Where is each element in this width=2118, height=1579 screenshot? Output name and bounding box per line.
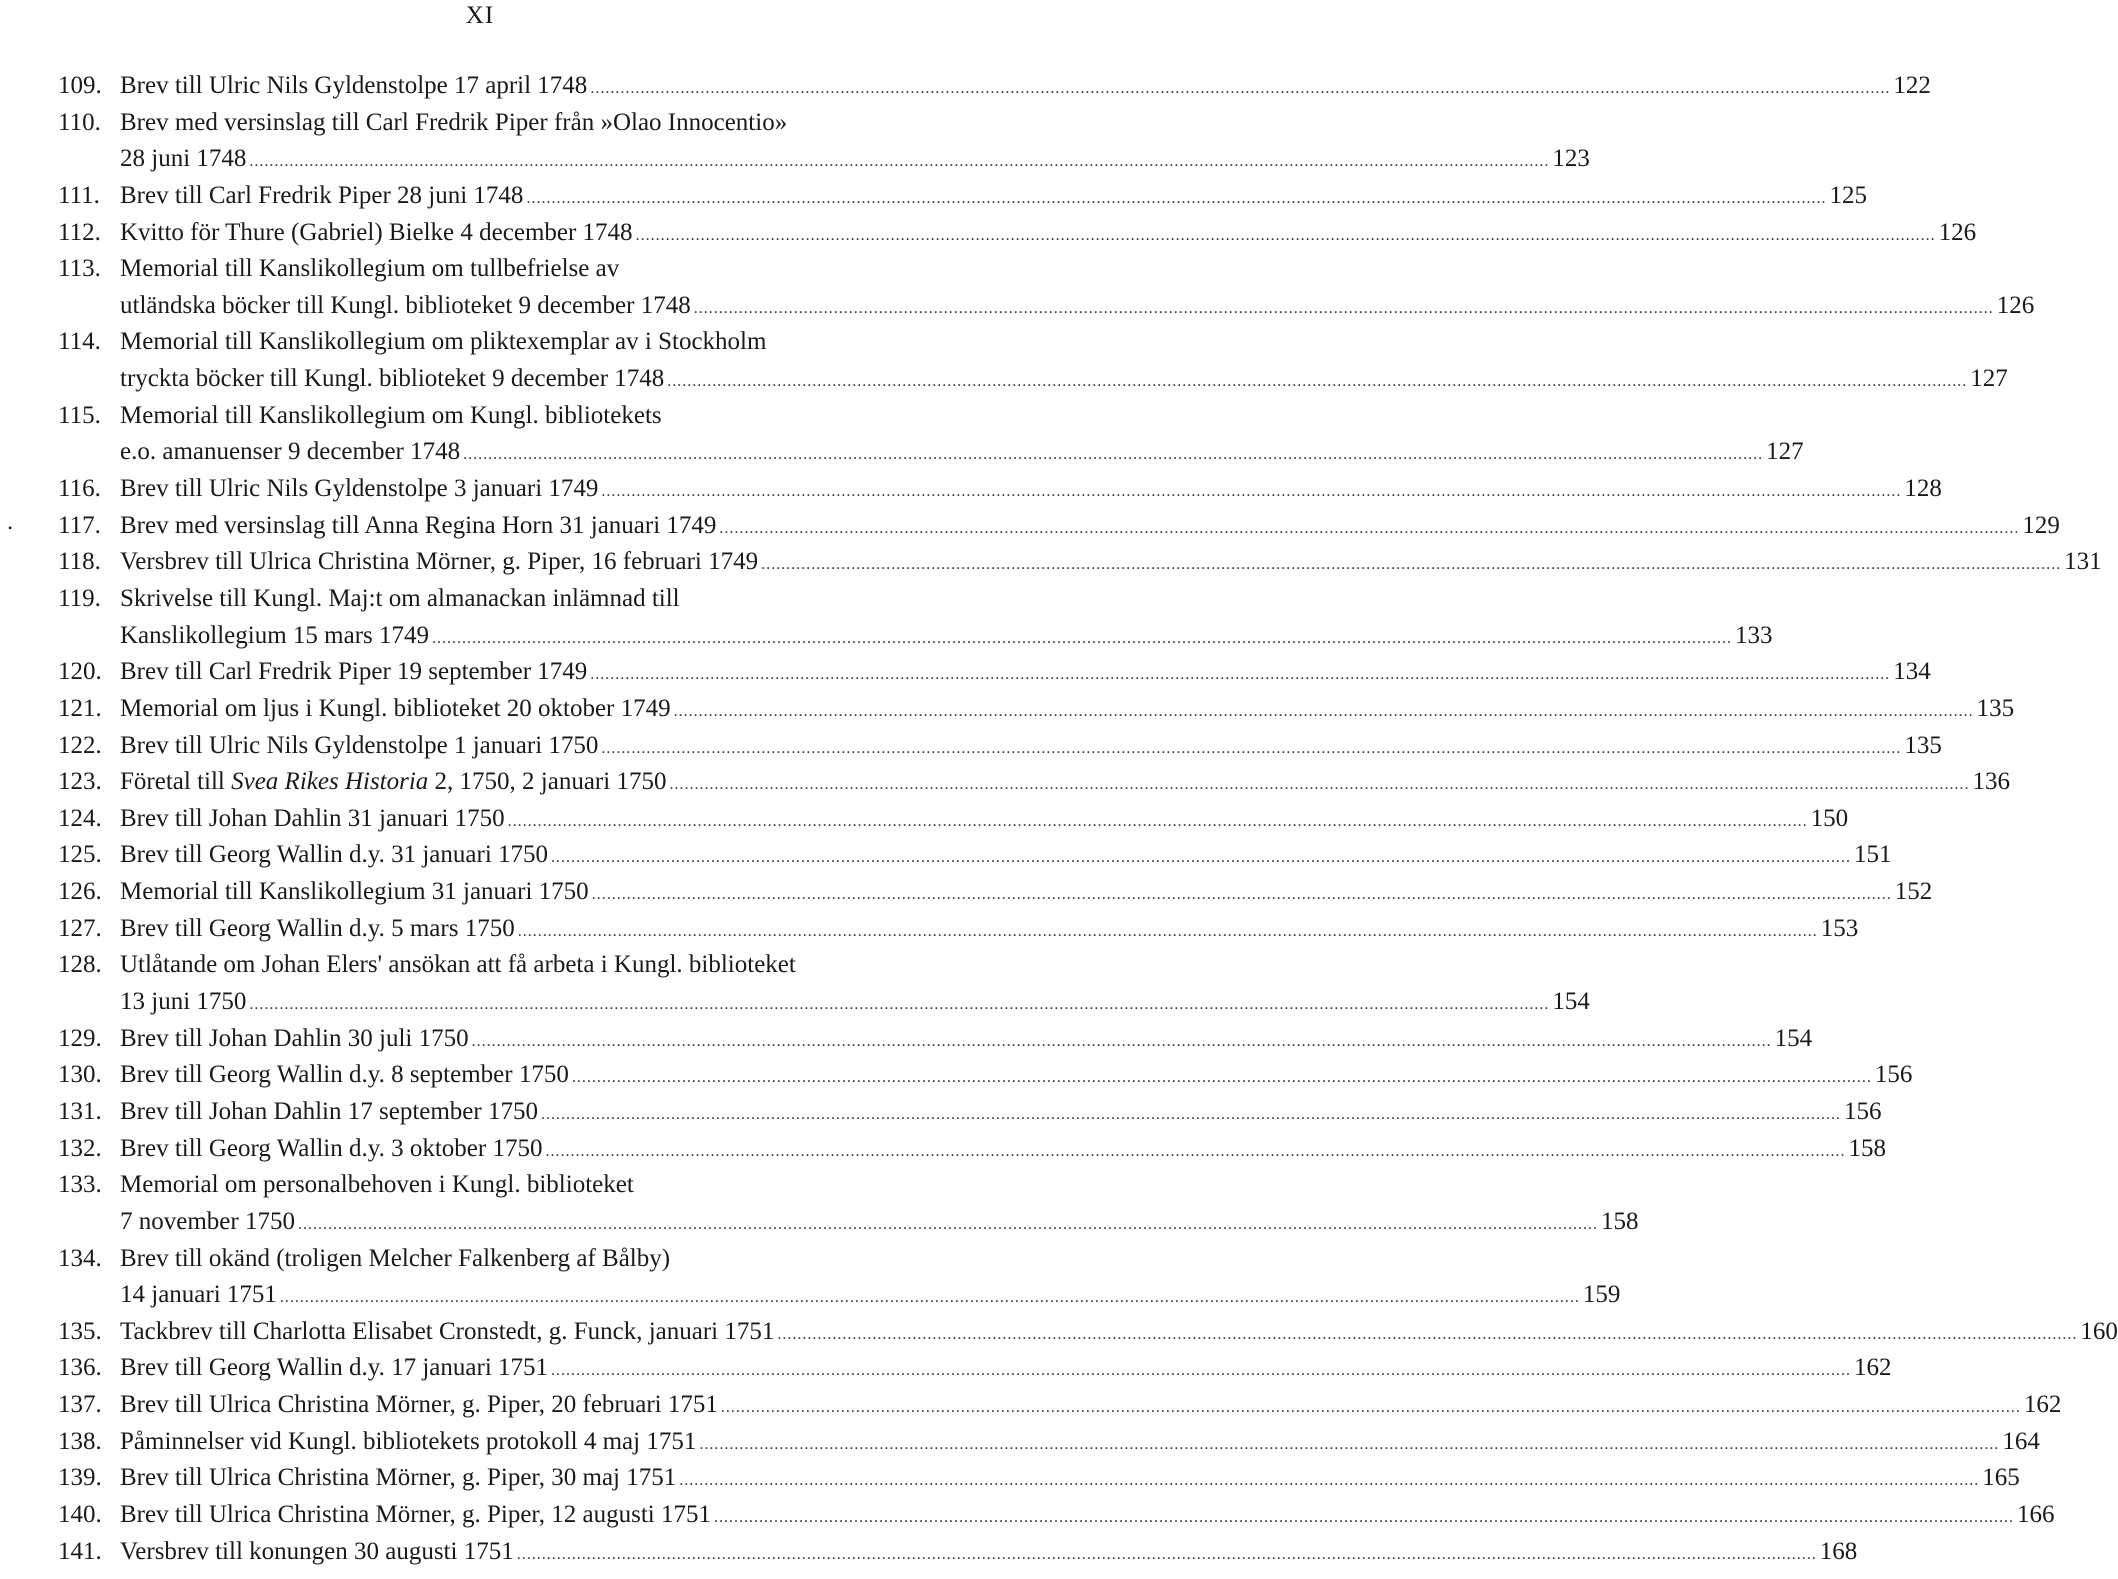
entry-text-post: 2, 1750, 2 januari 1750 <box>428 768 667 796</box>
entry-text: Memorial om personalbehoven i Kungl. biblioteket <box>120 1171 634 1199</box>
page-number: 133 <box>1735 621 1773 649</box>
toc-line <box>58 215 1977 252</box>
entry-title <box>120 1204 295 1241</box>
entry-title <box>58 1350 548 1387</box>
entry-text: Kvitto för Thure (Gabriel) Bielke 4 december 1748 <box>120 218 633 246</box>
entry-text: Brev till Ulrica Christina Mörner, g. Piper, 12 augusti 1751 <box>120 1500 711 1528</box>
entry-number: 115. <box>58 401 101 429</box>
entry-text: Brev till okänd (troligen Melcher Falkenberg af Bålby) <box>120 1244 671 1272</box>
entry-title <box>58 728 598 765</box>
entry-text: Brev till Ulric Nils Gyldenstolpe 17 april 1748 <box>120 72 588 99</box>
toc-entry[interactable] <box>58 1534 1858 1571</box>
entry-number: 139. <box>58 1464 102 1492</box>
entry-number: 122. <box>58 731 102 759</box>
entry-number: 129. <box>58 1024 102 1052</box>
toc-entry[interactable] <box>58 1057 1913 1094</box>
dot-leader: .................................................................................................................................................................................................................................................................... <box>571 1069 1872 1087</box>
entry-title <box>58 1131 542 1168</box>
entry-title <box>58 585 680 612</box>
entry-number: 123. <box>58 768 102 796</box>
entry-text: Brev till Ulric Nils Gyldenstolpe 3 januari 1749 <box>120 475 599 503</box>
page-number: 125 <box>1829 181 1867 209</box>
dot-leader: .................................................................................................................................................................................................................................................................... <box>667 373 1968 391</box>
page-number: 131 <box>2064 548 2102 576</box>
entry-number: 131. <box>58 1097 102 1125</box>
entry-number: 114. <box>58 328 101 356</box>
toc-entry[interactable] <box>58 251 2035 324</box>
toc-entry[interactable] <box>58 947 1590 1020</box>
entry-number: 110. <box>58 108 101 136</box>
entry-number: 119. <box>58 584 101 612</box>
toc-entry[interactable] <box>58 1131 1886 1168</box>
entry-title <box>58 1245 670 1272</box>
page-number: 127 <box>1766 438 1804 466</box>
page-number: 154 <box>1774 1024 1813 1052</box>
toc-line <box>58 654 1931 691</box>
entry-text: Versbrev till konungen 30 augusti 1751 <box>120 1537 514 1565</box>
dot-leader: .................................................................................................................................................................................................................................................................... <box>761 556 2062 574</box>
entry-title <box>120 434 460 471</box>
page-number: 154 <box>1552 988 1590 1016</box>
dot-leader: .................................................................................................................................................................................................................................................................... <box>432 629 1732 647</box>
toc-line <box>58 544 2102 581</box>
entry-title <box>58 837 548 874</box>
entry-text: Brev till Johan Dahlin 30 juli 1750 <box>120 1024 469 1052</box>
entry-number: 118. <box>58 548 101 576</box>
toc-entry[interactable] <box>58 874 1933 911</box>
toc-line <box>58 911 1859 948</box>
page-number: 159 <box>1582 1281 1621 1309</box>
page-number: 160 <box>2080 1317 2118 1345</box>
entry-title <box>120 984 246 1021</box>
page-number: 165 <box>1982 1464 2020 1492</box>
page-number: 156 <box>1843 1097 1882 1125</box>
entry-title <box>58 911 515 948</box>
toc-entry[interactable] <box>58 801 1849 838</box>
entry-title <box>58 1171 634 1198</box>
toc-line <box>58 68 1931 105</box>
entry-title <box>120 141 246 178</box>
dot-leader: .................................................................................................................................................................................................................................................................... <box>720 1399 2021 1417</box>
toc-line <box>58 1534 1858 1571</box>
entry-number: 112. <box>58 218 101 246</box>
page-number: 153 <box>1820 914 1859 942</box>
page-number: 168 <box>1819 1537 1858 1565</box>
toc-line <box>58 141 1590 178</box>
entry-title <box>120 361 664 398</box>
entry-title <box>58 1094 538 1131</box>
page-number: 162 <box>2023 1391 2062 1419</box>
entry-title <box>58 544 758 581</box>
entry-title <box>58 178 523 215</box>
dot-leader: .................................................................................................................................................................................................................................................................... <box>249 153 1550 171</box>
page-number: 128 <box>1904 475 1942 503</box>
entry-title <box>120 1277 277 1314</box>
entry-title <box>58 874 589 911</box>
entry-title <box>120 618 429 655</box>
toc-line <box>58 728 1942 765</box>
entry-text: Brev till Ulric Nils Gyldenstolpe 1 januari 1750 <box>120 731 599 759</box>
entry-title <box>58 68 587 105</box>
entry-number: 140. <box>58 1500 102 1528</box>
page-number: 150 <box>1810 804 1849 832</box>
toc-line <box>58 471 1942 508</box>
toc-line <box>58 1204 1639 1241</box>
dot-leader: .................................................................................................................................................................................................................................................................... <box>249 996 1550 1014</box>
toc-line <box>58 324 943 361</box>
dot-leader: .................................................................................................................................................................................................................................................................... <box>551 1362 1852 1380</box>
entry-number: 130. <box>58 1061 102 1089</box>
dot-leader: .................................................................................................................................................................................................................................................................... <box>669 776 1970 794</box>
entry-text: e.o. amanuenser 9 december 1748 <box>120 438 461 466</box>
page-number: 151 <box>1854 841 1892 869</box>
toc-line <box>58 398 943 435</box>
margin-mark: • <box>8 520 13 535</box>
page-number: 156 <box>1874 1061 1913 1089</box>
page-number: 164 <box>2002 1427 2040 1455</box>
toc-entry[interactable] <box>58 324 2008 397</box>
entry-text: Brev till Ulrica Christina Mörner, g. Piper, 20 februari 1751 <box>120 1391 718 1419</box>
page-number: 126 <box>1996 291 2035 319</box>
toc-entry[interactable] <box>58 1167 1639 1240</box>
entry-text: 14 januari 1751 <box>120 1281 277 1309</box>
entry-number: 132. <box>58 1134 102 1162</box>
entry-number: 116. <box>58 475 101 503</box>
toc-entry[interactable] <box>58 1350 1892 1387</box>
entry-number: 117. <box>58 511 101 539</box>
toc-line <box>58 874 1933 911</box>
entry-text: Brev till Carl Fredrik Piper 19 september 1749 <box>120 658 588 686</box>
page-number: 135 <box>1976 694 2015 722</box>
entry-text: Memorial till Kanslikollegium om pliktexemplar av i Stockholm <box>120 328 767 356</box>
page-number: 162 <box>1854 1354 1892 1382</box>
entry-text: Brev till Carl Fredrik Piper 28 juni 1748 <box>120 181 524 209</box>
dot-leader: .................................................................................................................................................................................................................................................................... <box>516 1545 1817 1563</box>
toc-line <box>58 1277 1621 1314</box>
toc-entry[interactable] <box>58 654 1931 691</box>
entry-title <box>58 215 633 252</box>
entry-text: Versbrev till Ulrica Christina Mörner, g. Piper, 16 februari 1749 <box>120 548 759 576</box>
entry-text: Brev till Georg Wallin d.y. 17 januari 1751 <box>120 1354 549 1382</box>
toc-line <box>58 691 2015 728</box>
entry-title <box>58 764 666 801</box>
dot-leader: .................................................................................................................................................................................................................................................................... <box>540 1105 1841 1123</box>
entry-text: Memorial om ljus i Kungl. biblioteket 20 oktober 1749 <box>120 694 671 722</box>
dot-leader: .................................................................................................................................................................................................................................................................... <box>507 812 1808 830</box>
entry-number: 125. <box>58 841 102 869</box>
toc-entry[interactable] <box>58 1241 1621 1314</box>
entry-number: 126. <box>58 878 102 906</box>
toc-line <box>58 288 2035 325</box>
toc-line <box>58 361 2008 398</box>
dot-leader: .................................................................................................................................................................................................................................................................... <box>713 1508 2014 1526</box>
toc-line <box>58 1497 2055 1534</box>
toc-line <box>58 1131 1886 1168</box>
dot-leader: .................................................................................................................................................................................................................................................................... <box>517 922 1818 940</box>
toc-entry[interactable] <box>58 471 1942 508</box>
toc-line <box>58 984 1590 1021</box>
entry-text: 28 juni 1748 <box>120 145 247 173</box>
toc-line <box>58 1460 2020 1497</box>
entry-number: 109. <box>58 72 102 99</box>
page-number: 135 <box>1904 731 1942 759</box>
toc-entry[interactable] <box>58 581 1773 654</box>
dot-leader: .................................................................................................................................................................................................................................................................... <box>545 1142 1846 1160</box>
toc-line <box>58 1057 1913 1094</box>
entry-text: Brev till Georg Wallin d.y. 5 mars 1750 <box>120 914 515 942</box>
toc-entry[interactable] <box>58 178 1867 215</box>
entry-text: 13 juni 1750 <box>120 988 247 1016</box>
dot-leader: .................................................................................................................................................................................................................................................................... <box>679 1472 1980 1490</box>
toc-entry[interactable] <box>58 764 2010 801</box>
entry-number: 120. <box>58 658 102 686</box>
entry-number: 134. <box>58 1244 102 1272</box>
dot-leader: .................................................................................................................................................................................................................................................................... <box>699 1435 2000 1453</box>
page-number: 123 <box>1552 145 1590 173</box>
entry-title <box>58 508 716 545</box>
entry-number: 137. <box>58 1391 102 1419</box>
toc-entry[interactable] <box>58 68 1931 105</box>
entry-text: 7 november 1750 <box>120 1207 295 1235</box>
toc-line <box>58 251 943 288</box>
toc-entry[interactable] <box>58 1497 2055 1534</box>
toc-entry[interactable] <box>58 1460 2020 1497</box>
entry-title <box>58 801 505 838</box>
entry-title <box>58 1424 696 1461</box>
dot-leader: .................................................................................................................................................................................................................................................................... <box>635 226 1936 244</box>
toc-entry[interactable] <box>58 1424 2040 1461</box>
toc-line <box>58 434 1804 471</box>
dot-leader: .................................................................................................................................................................................................................................................................... <box>551 849 1852 867</box>
toc-entry[interactable] <box>58 105 1590 178</box>
entry-number: 135. <box>58 1317 102 1345</box>
entry-number: 138. <box>58 1427 102 1455</box>
toc-line <box>58 581 943 618</box>
entry-number: 133. <box>58 1171 102 1199</box>
entry-title <box>58 1534 514 1571</box>
entry-text: Kanslikollegium 15 mars 1749 <box>120 621 429 649</box>
page-number: 158 <box>1600 1207 1639 1235</box>
toc-line <box>58 947 943 984</box>
page-number: 129 <box>2022 511 2060 539</box>
entry-title <box>58 1057 569 1094</box>
toc-entry[interactable] <box>58 215 1977 252</box>
toc-line <box>58 1350 1892 1387</box>
entry-number: 141. <box>58 1537 102 1565</box>
dot-leader: .................................................................................................................................................................................................................................................................... <box>297 1215 1598 1233</box>
page-number: 152 <box>1894 878 1933 906</box>
entry-text: Memorial till Kanslikollegium om tullbefrielse av <box>120 255 620 283</box>
toc-line <box>58 1314 2118 1351</box>
dot-leader: .................................................................................................................................................................................................................................................................... <box>591 886 1892 904</box>
dot-leader: .................................................................................................................................................................................................................................................................... <box>601 739 1902 757</box>
toc-entry[interactable] <box>8 508 2060 545</box>
entry-text: Brev till Georg Wallin d.y. 8 september 1750 <box>120 1061 569 1089</box>
entry-text: tryckta böcker till Kungl. biblioteket 9 december 1748 <box>120 365 665 393</box>
entry-title <box>58 1021 469 1058</box>
entry-number: 124. <box>58 804 102 832</box>
entry-text: Brev med versinslag till Anna Regina Horn 31 januari 1749 <box>120 511 717 539</box>
entry-title <box>58 691 671 728</box>
entry-number: 113. <box>58 255 101 283</box>
dot-leader: .................................................................................................................................................................................................................................................................... <box>279 1289 1580 1307</box>
page-number: 126 <box>1938 218 1977 246</box>
page-number: 158 <box>1848 1134 1886 1162</box>
entry-text: utländska böcker till Kungl. biblioteket 9 december 1748 <box>120 291 691 319</box>
entry-text: Brev till Georg Wallin d.y. 31 januari 1750 <box>120 841 549 869</box>
toc-line <box>58 1424 2040 1461</box>
dot-leader: .................................................................................................................................................................................................................................................................... <box>673 702 1974 720</box>
dot-leader: .................................................................................................................................................................................................................................................................... <box>719 519 2020 537</box>
dot-leader: .................................................................................................................................................................................................................................................................... <box>693 299 1994 317</box>
dot-leader: .................................................................................................................................................................................................................................................................... <box>463 446 1764 464</box>
toc-entry[interactable] <box>58 1094 1882 1131</box>
entry-text: Brev till Johan Dahlin 31 januari 1750 <box>120 804 505 832</box>
entry-title <box>58 402 662 429</box>
entry-title <box>58 1387 718 1424</box>
page-number: 134 <box>1893 658 1931 686</box>
entry-number: 128. <box>58 951 102 979</box>
entry-text: Skrivelse till Kungl. Maj:t om almanackan inlämnad till <box>120 584 680 612</box>
entry-title <box>58 951 796 978</box>
toc-line <box>58 1241 943 1278</box>
entry-text: Påminnelser vid Kungl. bibliotekets protokoll 4 maj 1751 <box>120 1427 697 1455</box>
entry-text: Memorial till Kanslikollegium om Kungl. bibliotekets <box>120 401 662 429</box>
toc-line <box>58 105 943 142</box>
toc-entry[interactable] <box>58 691 2015 728</box>
entry-title <box>58 1460 676 1497</box>
entry-title <box>58 1497 711 1534</box>
entry-text: Brev till Johan Dahlin 17 september 1750 <box>120 1097 538 1125</box>
toc-entry[interactable] <box>58 1387 2062 1424</box>
entry-number: 121. <box>58 694 102 722</box>
toc-line <box>58 178 1867 215</box>
toc-entry[interactable] <box>58 911 1859 948</box>
page-number: 127 <box>1970 365 2008 393</box>
dot-leader: .................................................................................................................................................................................................................................................................... <box>777 1325 2078 1343</box>
dot-leader: .................................................................................................................................................................................................................................................................... <box>601 483 1902 501</box>
entry-title <box>58 328 766 355</box>
page-number: 136 <box>1972 768 2010 796</box>
entry-text: Brev till Georg Wallin d.y. 3 oktober 1750 <box>120 1134 543 1162</box>
toc-line <box>58 764 2010 801</box>
entry-number: 111. <box>58 181 100 209</box>
table-of-contents <box>8 68 2118 1570</box>
toc-line <box>58 1167 943 1204</box>
toc-line <box>58 1387 2062 1424</box>
page-number: 166 <box>2016 1500 2055 1528</box>
toc-entry[interactable] <box>58 1021 1813 1058</box>
toc-entry[interactable] <box>58 398 1804 471</box>
entry-text-pre: Företal till <box>120 768 232 796</box>
entry-title <box>58 471 598 508</box>
toc-entry[interactable] <box>58 544 2102 581</box>
entry-title <box>120 288 691 325</box>
toc-line <box>58 508 2060 545</box>
page-folio: XI <box>465 2 495 29</box>
toc-entry[interactable] <box>58 837 1892 874</box>
dot-leader: .................................................................................................................................................................................................................................................................... <box>526 189 1827 207</box>
entry-title <box>58 654 587 691</box>
toc-line <box>58 801 1849 838</box>
toc-entry[interactable] <box>58 1314 2118 1351</box>
entry-text: Brev med versinslag till Carl Fredrik Piper från »Olao Innocentio» <box>120 108 788 136</box>
toc-line <box>58 618 1773 655</box>
toc-entry[interactable] <box>58 728 1942 765</box>
toc-line <box>58 837 1892 874</box>
entry-text: Memorial till Kanslikollegium 31 januari 1750 <box>120 878 589 906</box>
entry-number: 127. <box>58 914 102 942</box>
page-number: 122 <box>1893 72 1931 99</box>
entry-title <box>58 255 619 282</box>
entry-text: Tackbrev till Charlotta Elisabet Cronstedt, g. Funck, januari 1751 <box>120 1317 775 1345</box>
toc-line <box>58 1094 1882 1131</box>
toc-line <box>58 1021 1813 1058</box>
dot-leader: .................................................................................................................................................................................................................................................................... <box>590 80 1891 97</box>
entry-text: Utlåtande om Johan Elers' ansökan att få arbeta i Kungl. biblioteket <box>120 951 796 979</box>
entry-number: 136. <box>58 1354 102 1382</box>
entry-text-italic: Svea Rikes Historia <box>231 768 429 796</box>
entry-title <box>58 109 787 136</box>
dot-leader: .................................................................................................................................................................................................................................................................... <box>471 1032 1772 1050</box>
entry-title <box>58 1314 774 1351</box>
entry-text: Brev till Ulrica Christina Mörner, g. Piper, 30 maj 1751 <box>120 1464 677 1492</box>
dot-leader: .................................................................................................................................................................................................................................................................... <box>590 666 1891 684</box>
